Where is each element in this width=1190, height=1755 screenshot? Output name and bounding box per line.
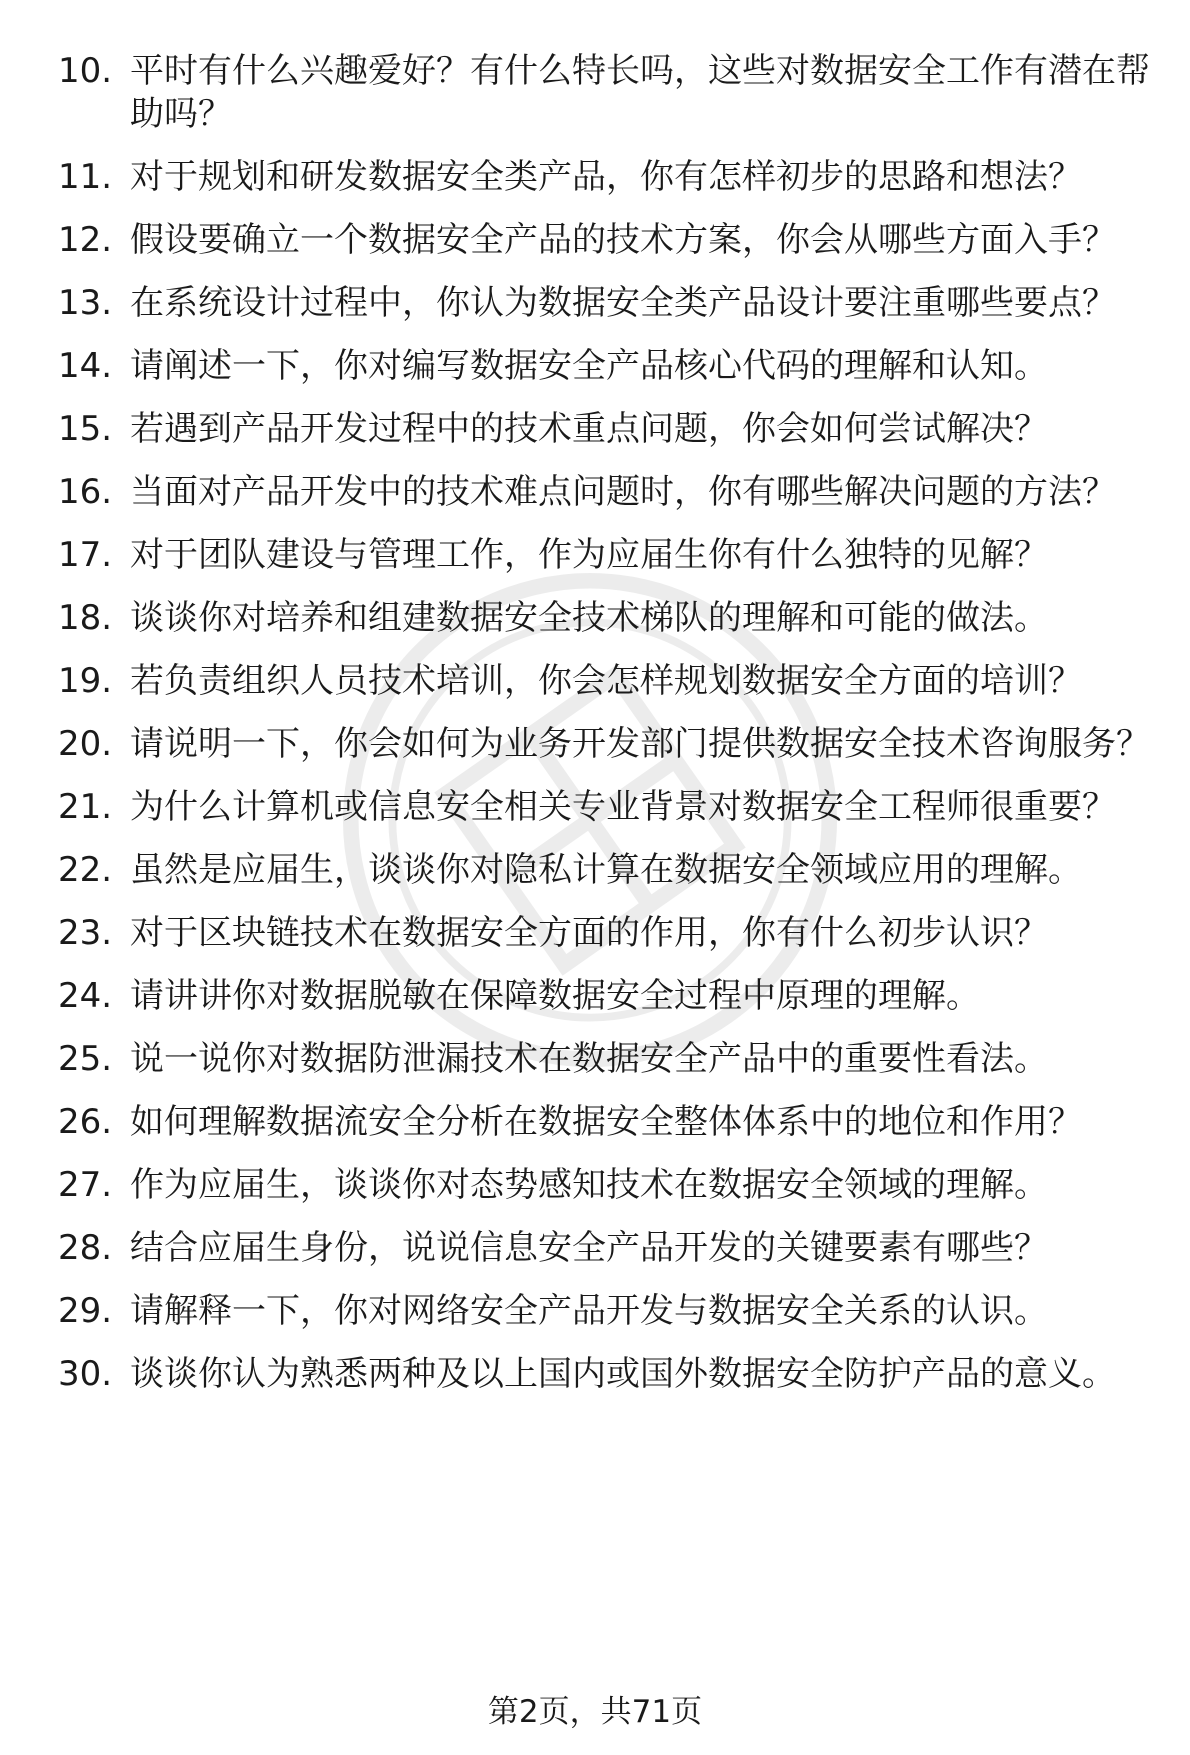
list-item <box>0 786 1190 829</box>
question-text: 谈谈你对培养和组建数据安全技术梯队的理解和可能的做法。 <box>130 598 1048 638</box>
question-text: 结合应届生身份，说说信息安全产品开发的关键要素有哪些？ <box>130 1228 1048 1268</box>
list-item <box>0 50 1190 136</box>
question-number: 23. <box>58 913 113 953</box>
list-item <box>0 471 1190 514</box>
question-text: 请说明一下，你会如何为业务开发部门提供数据安全技术咨询服务？ <box>130 724 1150 764</box>
question-number: 12. <box>58 220 113 260</box>
question-number: 15. <box>58 409 113 449</box>
list-item <box>0 1164 1190 1207</box>
list-item <box>0 1353 1190 1396</box>
list-item <box>0 1290 1190 1333</box>
list-item <box>0 282 1190 325</box>
list-item <box>0 219 1190 262</box>
question-number: 30. <box>58 1354 113 1394</box>
question-number: 16. <box>58 472 113 512</box>
list-item <box>0 723 1190 766</box>
question-text: 若负责组织人员技术培训，你会怎样规划数据安全方面的培训？ <box>130 661 1082 701</box>
question-number: 13. <box>58 283 113 323</box>
list-item <box>0 597 1190 640</box>
question-text: 对于团队建设与管理工作，作为应届生你有什么独特的见解？ <box>130 535 1048 575</box>
question-text: 对于区块链技术在数据安全方面的作用，你有什么初步认识？ <box>130 913 1048 953</box>
question-number: 20. <box>58 724 113 764</box>
question-text: 对于规划和研发数据安全类产品，你有怎样初步的思路和想法？ <box>130 157 1082 197</box>
question-text: 假设要确立一个数据安全产品的技术方案，你会从哪些方面入手？ <box>130 220 1116 260</box>
list-item <box>0 912 1190 955</box>
list-item <box>0 849 1190 892</box>
question-number: 24. <box>58 976 113 1016</box>
question-text: 平时有什么兴趣爱好？有什么特长吗，这些对数据安全工作有潜在帮助吗？ <box>130 51 1150 134</box>
question-number: 27. <box>58 1165 113 1205</box>
question-text: 虽然是应届生，谈谈你对隐私计算在数据安全领域应用的理解。 <box>130 850 1082 890</box>
question-number: 29. <box>58 1291 113 1331</box>
question-text: 如何理解数据流安全分析在数据安全整体体系中的地位和作用？ <box>130 1102 1082 1142</box>
question-list <box>0 50 1190 1416</box>
list-item <box>0 408 1190 451</box>
question-number: 17. <box>58 535 113 575</box>
question-text: 请解释一下，你对网络安全产品开发与数据安全关系的认识。 <box>130 1291 1048 1331</box>
question-number: 21. <box>58 787 113 827</box>
question-text: 说一说你对数据防泄漏技术在数据安全产品中的重要性看法。 <box>130 1039 1048 1079</box>
question-text: 若遇到产品开发过程中的技术重点问题，你会如何尝试解决？ <box>130 409 1048 449</box>
question-number: 28. <box>58 1228 113 1268</box>
question-number: 18. <box>58 598 113 638</box>
list-item <box>0 1038 1190 1081</box>
page-number-label: 第2页，共71页 <box>487 1694 703 1730</box>
question-number: 22. <box>58 850 113 890</box>
question-number: 19. <box>58 661 113 701</box>
question-text: 作为应届生，谈谈你对态势感知技术在数据安全领域的理解。 <box>130 1165 1048 1205</box>
question-number: 14. <box>58 346 113 386</box>
list-item <box>0 1101 1190 1144</box>
list-item <box>0 156 1190 199</box>
question-text: 当面对产品开发中的技术难点问题时，你有哪些解决问题的方法？ <box>130 472 1116 512</box>
question-text: 为什么计算机或信息安全相关专业背景对数据安全工程师很重要？ <box>130 787 1116 827</box>
page-footer <box>0 1692 1190 1732</box>
list-item <box>0 975 1190 1018</box>
question-number: 26. <box>58 1102 113 1142</box>
question-text: 谈谈你认为熟悉两种及以上国内或国外数据安全防护产品的意义。 <box>130 1354 1116 1394</box>
question-number: 10. <box>58 51 113 91</box>
question-text: 在系统设计过程中，你认为数据安全类产品设计要注重哪些要点？ <box>130 283 1116 323</box>
list-item <box>0 660 1190 703</box>
list-item <box>0 345 1190 388</box>
list-item <box>0 1227 1190 1270</box>
question-number: 11. <box>58 157 113 197</box>
question-text: 请讲讲你对数据脱敏在保障数据安全过程中原理的理解。 <box>130 976 980 1016</box>
question-number: 25. <box>58 1039 113 1079</box>
list-item <box>0 534 1190 577</box>
question-text: 请阐述一下，你对编写数据安全产品核心代码的理解和认知。 <box>130 346 1048 386</box>
